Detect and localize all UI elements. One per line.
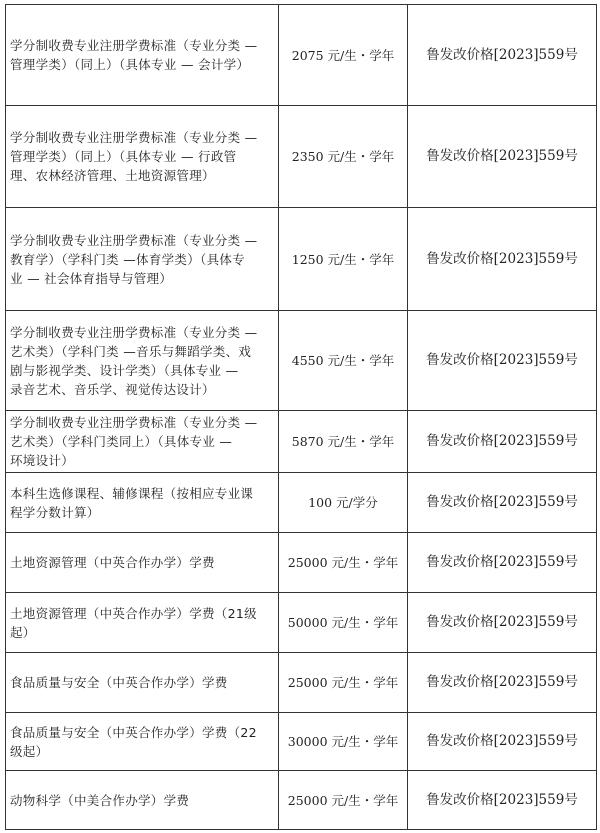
fee-item-cell bbox=[6, 106, 279, 208]
fee-item-text: 起） bbox=[10, 624, 36, 640]
fee-table bbox=[5, 4, 597, 830]
fee-item-text: 程学分数计算） bbox=[10, 504, 100, 520]
basis-document-cell: 鲁发改价格[2023]559号 bbox=[408, 533, 597, 593]
fee-amount-cell: 2075 元/生・学年 bbox=[279, 5, 408, 106]
fee-amount-cell: 4550 元/生・学年 bbox=[279, 311, 408, 411]
basis-document-cell: 鲁发改价格[2023]559号 bbox=[408, 653, 597, 713]
fee-item-cell bbox=[6, 208, 279, 311]
fee-amount-cell: 1250 元/生・学年 bbox=[279, 208, 408, 311]
fee-amount-cell: 25000 元/生・学年 bbox=[279, 771, 408, 830]
fee-item-text: 土地资源管理（中英合作办学）学费（21级 bbox=[10, 605, 257, 621]
table-row bbox=[6, 653, 597, 713]
basis-document-cell: 鲁发改价格[2023]559号 bbox=[408, 593, 597, 653]
fee-item-text: 学分制收费专业注册学费标准（专业分类 — bbox=[10, 130, 258, 145]
fee-item-cell bbox=[6, 533, 279, 593]
fee-amount-cell: 25000 元/生・学年 bbox=[279, 533, 408, 593]
table-row bbox=[6, 771, 597, 830]
fee-amount-cell: 100 元/学分 bbox=[279, 473, 408, 533]
fee-item-text: 管理学类）（同上）（具体专业 — 会计学） bbox=[10, 57, 250, 72]
fee-item-text: 级起） bbox=[10, 743, 49, 759]
basis-document-cell: 鲁发改价格[2023]559号 bbox=[408, 208, 597, 311]
fee-item-text: 环境设计） bbox=[10, 453, 75, 468]
basis-document-cell: 鲁发改价格[2023]559号 bbox=[408, 473, 597, 533]
table-row bbox=[6, 5, 597, 106]
table-row bbox=[6, 106, 597, 208]
fee-item-text: 学分制收费专业注册学费标准（专业分类 — bbox=[10, 415, 258, 430]
fee-item-cell bbox=[6, 653, 279, 713]
fee-amount-cell: 2350 元/生・学年 bbox=[279, 106, 408, 208]
fee-amount-cell: 5870 元/生・学年 bbox=[279, 411, 408, 473]
basis-document-cell: 鲁发改价格[2023]559号 bbox=[408, 5, 597, 106]
basis-document-cell: 鲁发改价格[2023]559号 bbox=[408, 411, 597, 473]
fee-item-text: 业 — 社会体育指导与管理） bbox=[10, 270, 173, 286]
fee-item-text: 剧与影视学类、设计学类）（具体专业 — bbox=[10, 362, 239, 378]
fee-item-cell bbox=[6, 411, 279, 473]
fee-item-text: 食品质量与安全（中英合作办学）学费 bbox=[10, 675, 228, 690]
fee-item-text: 本科生选修课程、辅修课程（按相应专业课 bbox=[10, 485, 254, 501]
basis-document-cell: 鲁发改价格[2023]559号 bbox=[408, 771, 597, 830]
fee-item-cell bbox=[6, 311, 279, 411]
basis-document-cell: 鲁发改价格[2023]559号 bbox=[408, 106, 597, 208]
fee-item-cell bbox=[6, 473, 279, 533]
table-row bbox=[6, 411, 597, 473]
table-row bbox=[6, 533, 597, 593]
fee-item-text: 学分制收费专业注册学费标准（专业分类 — bbox=[10, 38, 258, 53]
fee-item-cell bbox=[6, 713, 279, 771]
fee-amount-cell: 50000 元/生・学年 bbox=[279, 593, 408, 653]
fee-item-text: 教育学）（学科门类 —体育学类）（具体专 bbox=[10, 251, 245, 267]
fee-item-text: 录音艺术、音乐学、视觉传达设计） bbox=[10, 381, 215, 397]
fee-item-text: 动物科学（中美合作办学）学费 bbox=[10, 792, 190, 808]
fee-amount-cell: 25000 元/生・学年 bbox=[279, 653, 408, 713]
fee-amount-cell: 30000 元/生・学年 bbox=[279, 713, 408, 771]
table-row bbox=[6, 593, 597, 653]
fee-item-text: 管理学类）（同上）（具体专业 — 行政管 bbox=[10, 149, 237, 164]
fee-item-text: 学分制收费专业注册学费标准（专业分类 — bbox=[10, 232, 258, 248]
basis-document-cell: 鲁发改价格[2023]559号 bbox=[408, 713, 597, 771]
fee-item-text: 食品质量与安全（中英合作办学）学费（22 bbox=[10, 724, 257, 740]
fee-item-text: 土地资源管理（中英合作办学）学费 bbox=[10, 555, 215, 570]
table-row bbox=[6, 208, 597, 311]
fee-item-text: 艺术类）（学科门类同上）（具体专业 — bbox=[10, 434, 233, 449]
table-row bbox=[6, 473, 597, 533]
basis-document-cell: 鲁发改价格[2023]559号 bbox=[408, 311, 597, 411]
table-row bbox=[6, 713, 597, 771]
fee-item-cell bbox=[6, 771, 279, 830]
fee-item-text: 艺术类）（学科门类 —音乐与舞蹈学类、戏 bbox=[10, 343, 252, 359]
fee-item-cell bbox=[6, 5, 279, 106]
fee-item-text: 理、农林经济管理、土地资源管理） bbox=[10, 168, 215, 183]
fee-item-text: 学分制收费专业注册学费标准（专业分类 — bbox=[10, 324, 258, 340]
fee-item-cell bbox=[6, 593, 279, 653]
table-row bbox=[6, 311, 597, 411]
